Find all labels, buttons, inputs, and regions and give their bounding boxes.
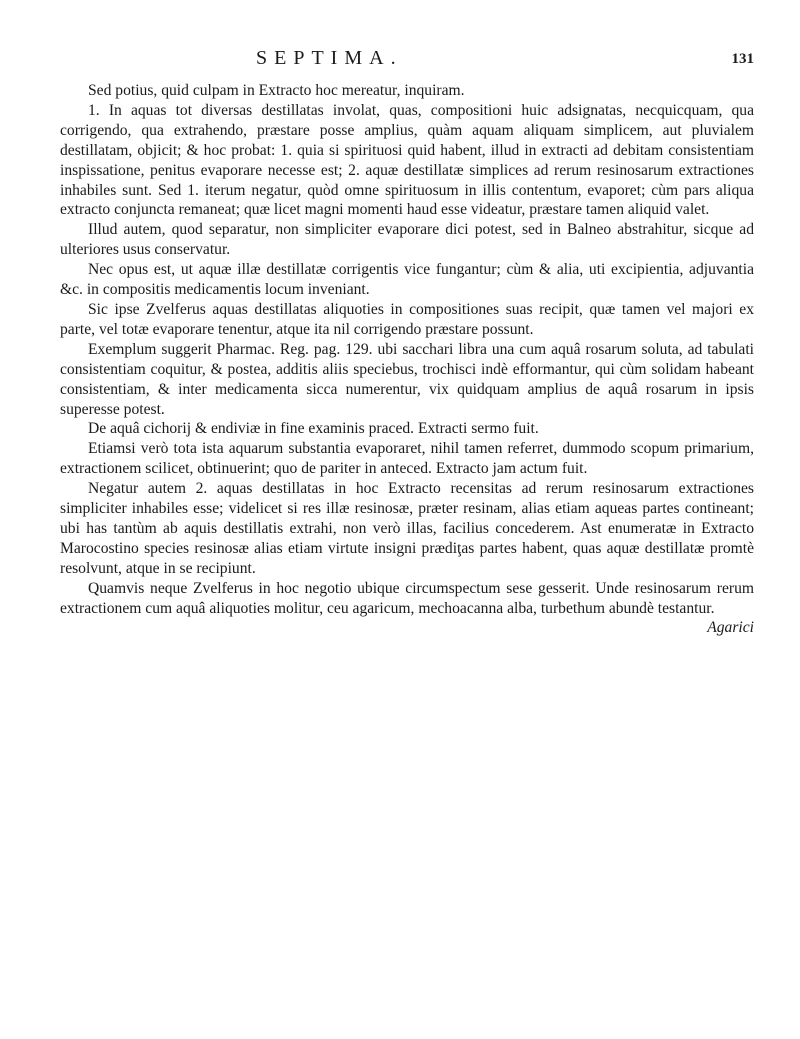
catchword: Agarici [707, 619, 754, 637]
paragraph: De aquâ cichorij & endiviæ in fine examinis praced. Extracti sermo fuit. [88, 420, 539, 438]
page-number: 131 [731, 51, 754, 67]
paragraph: Nec opus est, ut aquæ illæ destillatæ corrigentis vice fungantur; cùm & alia, uti excipientia, adjuvantia &c. in compositis medicamentis locum inveniant. [60, 261, 754, 299]
paragraph: Etiamsi verò tota ista aquarum substantia evaporaret, nihil tamen referret, dummodo scopum primarium, extractionem scilicet, obtinuerint; quo de pariter in anteced. Extracto jam actum fuit. [60, 440, 754, 478]
paragraph: Sed potius, quid culpam in Extracto hoc mereatur, inquiram. [88, 82, 465, 99]
paragraph: Illud autem, quod separatur, non simpliciter evaporare dici potest, sed in Balneo abstrahitur, sicque ad ulteriores usus conservatur. [60, 221, 754, 259]
page-header [60, 45, 754, 81]
running-head: SEPTIMA. [256, 47, 403, 69]
paragraph: 1. In aquas tot diversas destillatas involat, quas, compositioni huic adsignatas, necquicquam, qua corrigendo, qua extrahendo, præstare posse amplius, quàm aquam aliquam simplicem, aut pluvialem destillatam, objicit; & hoc probat: 1. quia si spirituosi quid habent, illud in extracti ad debitam consistentiam inspissatione, penitus evaporare necesse est; 2. aquæ destillatæ simplices ad rerum resinosarum extractiones inhabiles sunt. Sed 1. iterum negatur, quòd omne spirituosum in illis contentum, evaporet; cùm pars aliqua extracto conjuncta remaneat; quæ licet magni momenti haud esse videatur, præstare tamen aliquid valet. [60, 101, 754, 219]
paragraph: Exemplum suggerit Pharmac. Reg. pag. 129. ubi sacchari libra una cum aquâ rosarum soluta, ad tabulati consistentiam coquitur, & postea, additis aliis speciebus, trochisci indè efformantur, qui cùm solidam habeant consistentiam, & inter medicamenta sicca numerentur, vix quidquam amplius de aquâ rosarum in ipsis superesse potest. [60, 340, 754, 418]
body-text [60, 81, 754, 618]
paragraph: Quamvis neque Zvelferus in hoc negotio ubique circumspectum sese gesserit. Unde resinosarum rerum extractionem cum aquâ aliquoties molitur, ceu agaricum, mechoacanna alba, turbethum abundè testantur. [60, 579, 754, 617]
paragraph: Negatur autem 2. aquas destillatas in hoc Extracto recensitas ad rerum resinosarum extractiones simpliciter inhabiles esse; videlicet si res illæ resinosæ, præter resinam, alias etiam aqueas partes contineant; ubi has tantùm ab aquis destillatis extrahi, non verò illas, facilius concederem. Ast enumeratæ in Extracto Marocostino species resinosæ alias etiam virtute insigni prædiţas partes habent, quas aquæ destillatæ promtè resolvunt, atque in se recipiunt. [60, 480, 754, 577]
paragraph: Sic ipse Zvelferus aquas destillatas aliquoties in compositiones suas recipit, quæ tamen vel majori ex parte, vel totæ evaporare tenentur, atque ita nil corrigendo præstare possunt. [60, 300, 754, 338]
